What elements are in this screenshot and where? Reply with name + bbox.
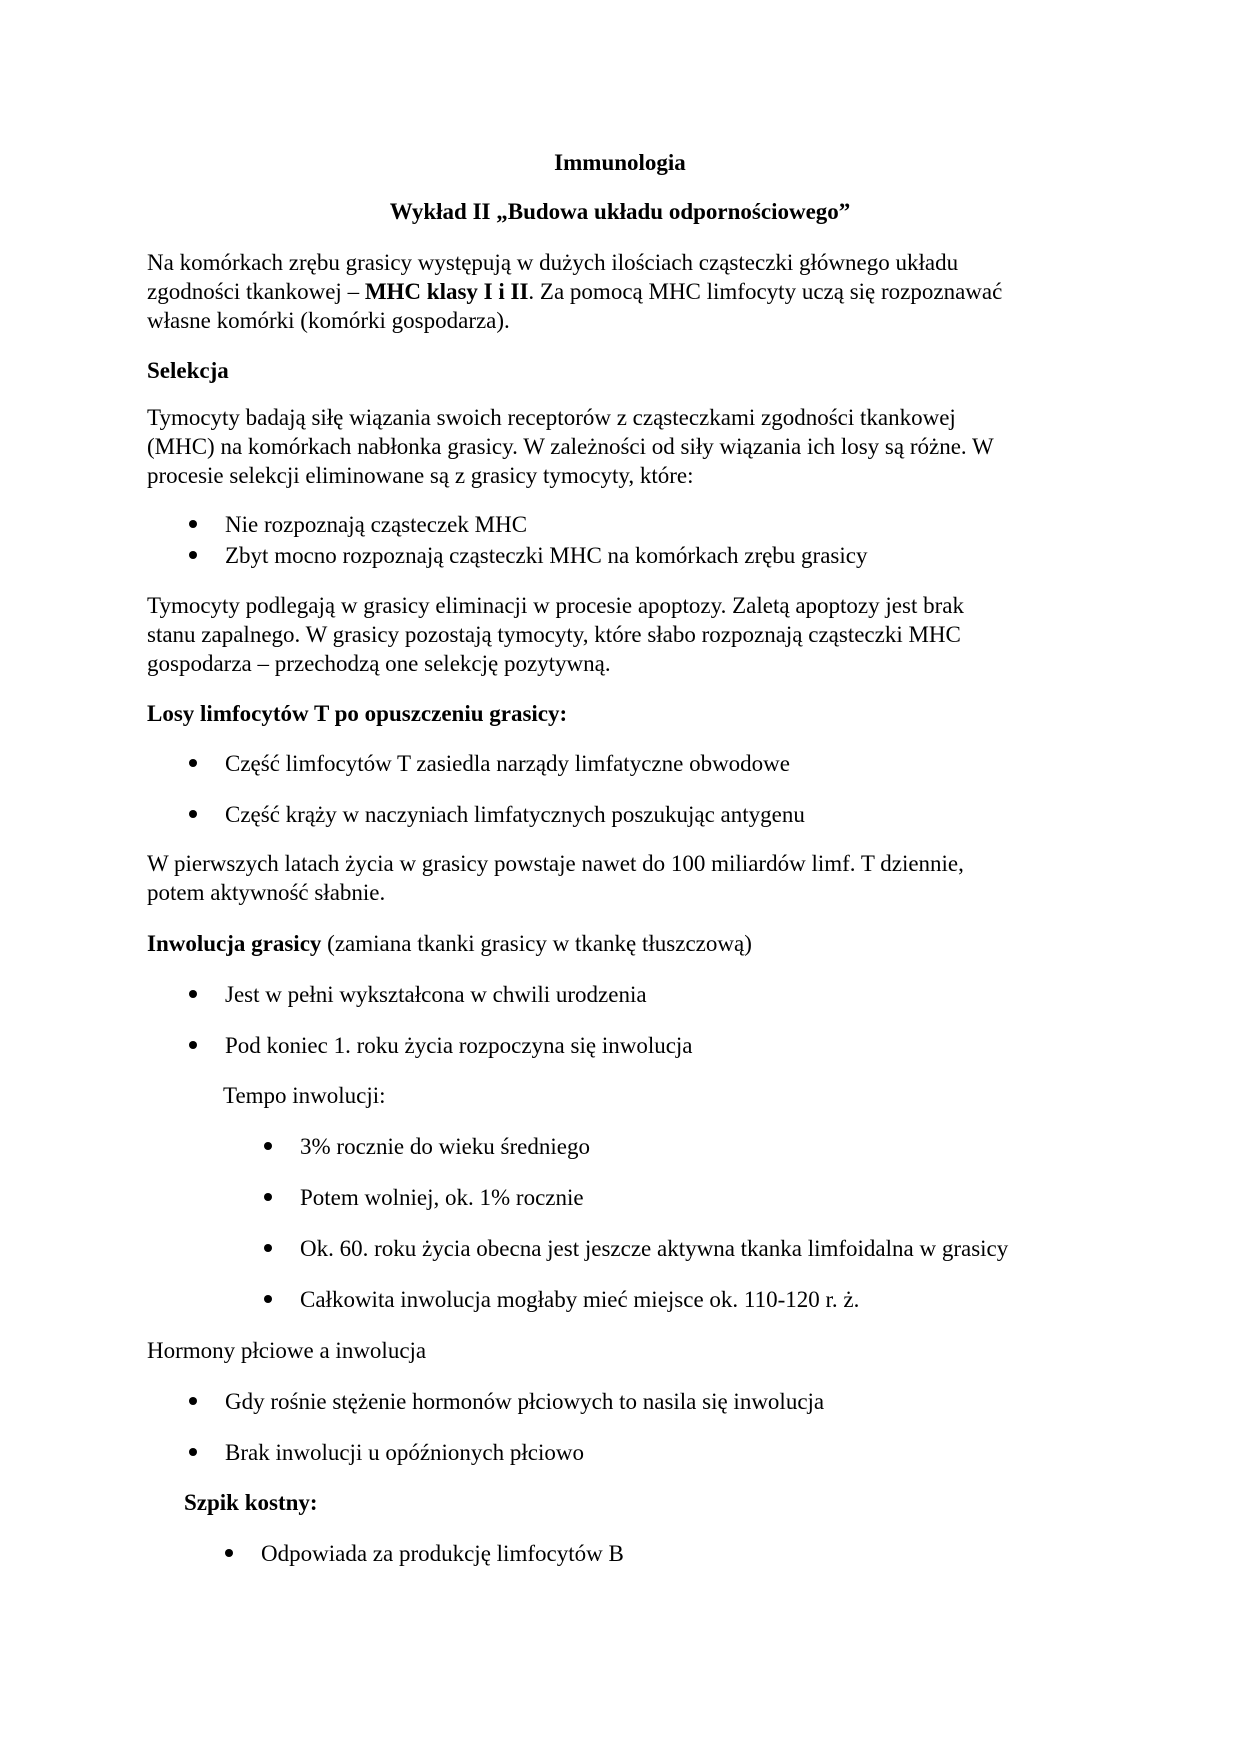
intro-mhc-bold: MHC klasy I i II xyxy=(364,279,529,304)
list-item-text: Potem wolniej, ok. 1% rocznie xyxy=(300,1185,584,1210)
selekcja-line-2: (MHC) na komórkach nabłonka grasicy. W zależności od siły wiązania ich losy są różne. W xyxy=(147,434,994,459)
list-item-text: Zbyt mocno rozpoznają cząsteczki MHC na komórkach zrębu grasicy xyxy=(225,543,868,568)
list-item-text: Jest w pełni wykształcona w chwili urodzenia xyxy=(225,982,647,1007)
selekcja-paragraph xyxy=(147,403,1093,490)
list-item xyxy=(264,1285,859,1314)
bullet-icon xyxy=(264,1295,272,1303)
bullet-icon xyxy=(189,551,197,559)
list-item-text: Nie rozpoznają cząsteczek MHC xyxy=(225,512,528,537)
inwolucja-heading-bold: Inwolucja grasicy xyxy=(147,931,322,956)
list-item-text: Ok. 60. roku życia obecna jest jeszcze aktywna tkanka limfoidalna w grasicy xyxy=(300,1236,1009,1261)
intro-line-3: własne komórki (komórki gospodarza). xyxy=(147,308,510,333)
bullet-icon xyxy=(189,990,197,998)
list-item xyxy=(189,1387,824,1416)
list-item xyxy=(189,800,805,829)
bullet-icon xyxy=(189,1041,197,1049)
intro-line-2-pre: zgodności tkankowej – xyxy=(147,279,365,304)
szpik-heading: Szpik kostny: xyxy=(184,1490,318,1515)
bullet-icon xyxy=(189,1448,197,1456)
list-item xyxy=(189,980,647,1009)
list-item-text: Całkowita inwolucja mogłaby mieć miejsce ok. 110-120 r. ż. xyxy=(300,1287,860,1312)
list-item-text: Część limfocytów T zasiedla narządy limfatyczne obwodowe xyxy=(225,751,791,776)
list-item xyxy=(189,1438,584,1467)
list-item xyxy=(264,1132,590,1161)
bullet-icon xyxy=(264,1142,272,1150)
bullet-icon xyxy=(189,810,197,818)
inwolucja-heading-rest: (zamiana tkanki grasicy w tkankę tłuszczową) xyxy=(321,931,752,956)
list-item xyxy=(264,1183,584,1212)
list-item-text: Odpowiada za produkcję limfocytów B xyxy=(261,1541,624,1566)
list-item xyxy=(189,1031,693,1060)
intro-line-1: Na komórkach zrębu grasicy występują w dużych ilościach cząsteczki głównego układu xyxy=(147,250,959,275)
bullet-icon xyxy=(189,520,197,528)
losy-heading: Losy limfocytów T po opuszczeniu grasicy: xyxy=(147,701,568,726)
apoptoza-line-3: gospodarza – przechodzą one selekcję pozytywną. xyxy=(147,651,611,676)
apoptoza-paragraph xyxy=(147,591,1093,678)
bullet-icon xyxy=(264,1244,272,1252)
apoptoza-line-1: Tymocyty podlegają w grasicy eliminacji w procesie apoptozy. Zaletą apoptozy jest brak xyxy=(147,593,964,618)
bullet-icon xyxy=(225,1549,233,1557)
list-item xyxy=(189,749,790,778)
intro-line-2 xyxy=(147,277,1093,306)
losy-line-1: W pierwszych latach życia w grasicy powstaje nawet do 100 miliardów limf. T dziennie, xyxy=(147,851,964,876)
tempo-label: Tempo inwolucji: xyxy=(223,1083,386,1108)
list-item xyxy=(225,1539,624,1568)
bullet-icon xyxy=(189,759,197,767)
hormony-heading: Hormony płciowe a inwolucja xyxy=(147,1338,427,1363)
losy-paragraph xyxy=(147,849,1093,907)
list-item-text: Część krąży w naczyniach limfatycznych poszukując antygenu xyxy=(225,802,805,827)
apoptoza-line-2: stanu zapalnego. W grasicy pozostają tymocyty, które słabo rozpoznają cząsteczki MHC xyxy=(147,622,961,647)
losy-line-2: potem aktywność słabnie. xyxy=(147,880,386,905)
document-title: Immunologia xyxy=(554,150,686,175)
intro-paragraph xyxy=(147,248,1093,335)
list-item-text: Brak inwolucji u opóźnionych płciowo xyxy=(225,1440,584,1465)
list-item-text: 3% rocznie do wieku średniego xyxy=(300,1134,590,1159)
selekcja-line-1: Tymocyty badają siłę wiązania swoich receptorów z cząsteczkami zgodności tkankowej xyxy=(147,405,956,430)
list-item xyxy=(189,510,527,539)
bullet-icon xyxy=(264,1193,272,1201)
list-item xyxy=(264,1234,1008,1263)
list-item xyxy=(189,541,867,570)
selekcja-heading: Selekcja xyxy=(147,358,229,383)
selekcja-line-3: procesie selekcji eliminowane są z grasicy tymocyty, które: xyxy=(147,463,694,488)
bullet-icon xyxy=(189,1397,197,1405)
list-item-text: Pod koniec 1. roku życia rozpoczyna się inwolucja xyxy=(225,1033,693,1058)
list-item-text: Gdy rośnie stężenie hormonów płciowych to nasila się inwolucja xyxy=(225,1389,825,1414)
document-subtitle: Wykład II „Budowa układu odpornościowego” xyxy=(389,199,851,224)
inwolucja-heading xyxy=(147,929,752,958)
intro-line-2-post: . Za pomocą MHC limfocyty uczą się rozpoznawać xyxy=(528,279,1003,304)
